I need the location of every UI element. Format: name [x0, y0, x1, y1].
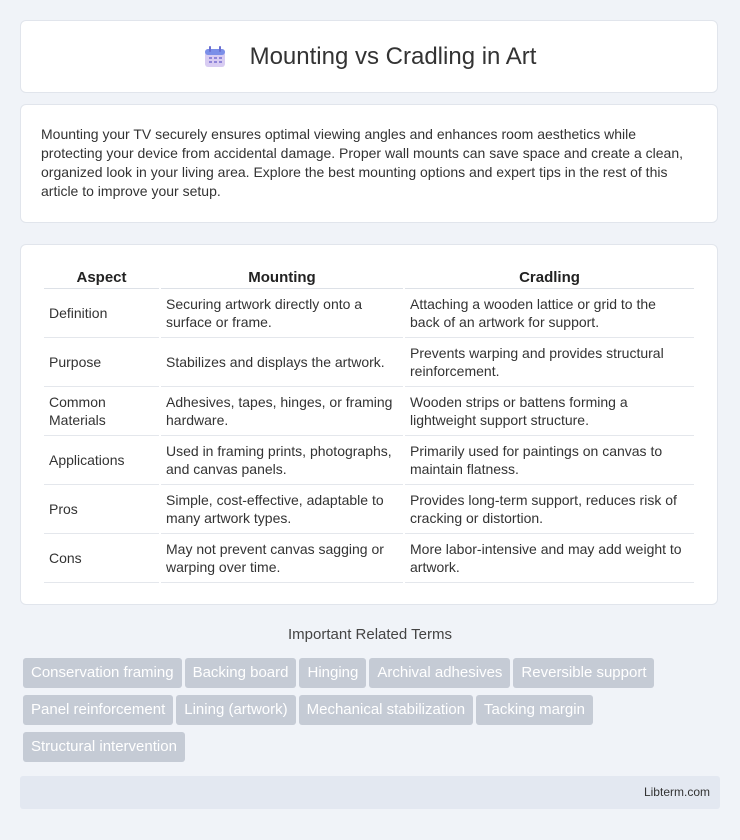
- row-cradling: Wooden strips or battens forming a lightweight support structure.: [405, 387, 694, 436]
- row-mounting: Used in framing prints, photographs, and canvas panels.: [161, 436, 403, 485]
- row-cradling: Provides long-term support, reduces risk of cracking or distortion.: [405, 485, 694, 534]
- row-mounting: May not prevent canvas sagging or warping over time.: [161, 534, 403, 583]
- related-terms-list: [23, 658, 723, 769]
- row-mounting: Stabilizes and displays the artwork.: [161, 338, 403, 387]
- row-aspect: Pros: [44, 485, 159, 534]
- header-mounting: Mounting: [161, 265, 403, 289]
- row-cradling: Prevents warping and provides structural reinforcement.: [405, 338, 694, 387]
- related-term-tag[interactable]: Conservation framing: [23, 658, 182, 688]
- footer-site-link[interactable]: Libterm.com: [643, 785, 710, 799]
- related-term-tag[interactable]: Structural intervention: [23, 732, 185, 762]
- related-term-tag[interactable]: Backing board: [185, 658, 297, 688]
- related-term-tag[interactable]: Tacking margin: [476, 695, 593, 725]
- intro-card: [20, 104, 718, 223]
- row-mounting: Simple, cost-effective, adaptable to many artwork types.: [161, 485, 403, 534]
- table-header-row: [44, 265, 694, 289]
- row-aspect: Cons: [44, 534, 159, 583]
- table-row: [44, 436, 694, 485]
- related-term-tag[interactable]: Panel reinforcement: [23, 695, 173, 725]
- related-term-tag[interactable]: Hinging: [299, 658, 366, 688]
- table-row: [44, 485, 694, 534]
- row-cradling: Primarily used for paintings on canvas to maintain flatness.: [405, 436, 694, 485]
- table-row: [44, 387, 694, 436]
- related-term-tag[interactable]: Reversible support: [513, 658, 654, 688]
- row-cradling: More labor-intensive and may add weight to artwork.: [405, 534, 694, 583]
- related-terms-title: Important Related Terms: [288, 626, 452, 643]
- table-row: [44, 534, 694, 583]
- row-cradling: Attaching a wooden lattice or grid to the back of an artwork for support.: [405, 289, 694, 338]
- row-aspect: Definition: [44, 289, 159, 338]
- row-aspect: Applications: [44, 436, 159, 485]
- related-term-tag[interactable]: Archival adhesives: [369, 658, 510, 688]
- row-aspect: Purpose: [44, 338, 159, 387]
- row-mounting: Securing artwork directly onto a surface or frame.: [161, 289, 403, 338]
- intro-text: Mounting your TV securely ensures optimal viewing angles and enhances room aesthetics while protecting your device from accidental damage. Proper wall mounts can save space and create a clean, organized look in your living area. Explore the best mounting options and expert tips in the rest of this article to improve your setup.: [41, 126, 684, 199]
- title-card: [20, 20, 718, 93]
- row-aspect: Common Materials: [44, 387, 159, 436]
- table-row: [44, 289, 694, 338]
- header-cradling: Cradling: [405, 265, 694, 289]
- header-aspect: Aspect: [44, 265, 159, 289]
- related-term-tag[interactable]: Lining (artwork): [176, 695, 295, 725]
- table-row: [44, 338, 694, 387]
- footer: [20, 776, 720, 809]
- page-title: Mounting vs Cradling in Art: [249, 42, 537, 70]
- calendar-icon: [202, 44, 228, 70]
- related-term-tag[interactable]: Mechanical stabilization: [299, 695, 473, 725]
- comparison-table: [42, 265, 696, 583]
- row-mounting: Adhesives, tapes, hinges, or framing hardware.: [161, 387, 403, 436]
- comparison-table-card: [20, 244, 718, 605]
